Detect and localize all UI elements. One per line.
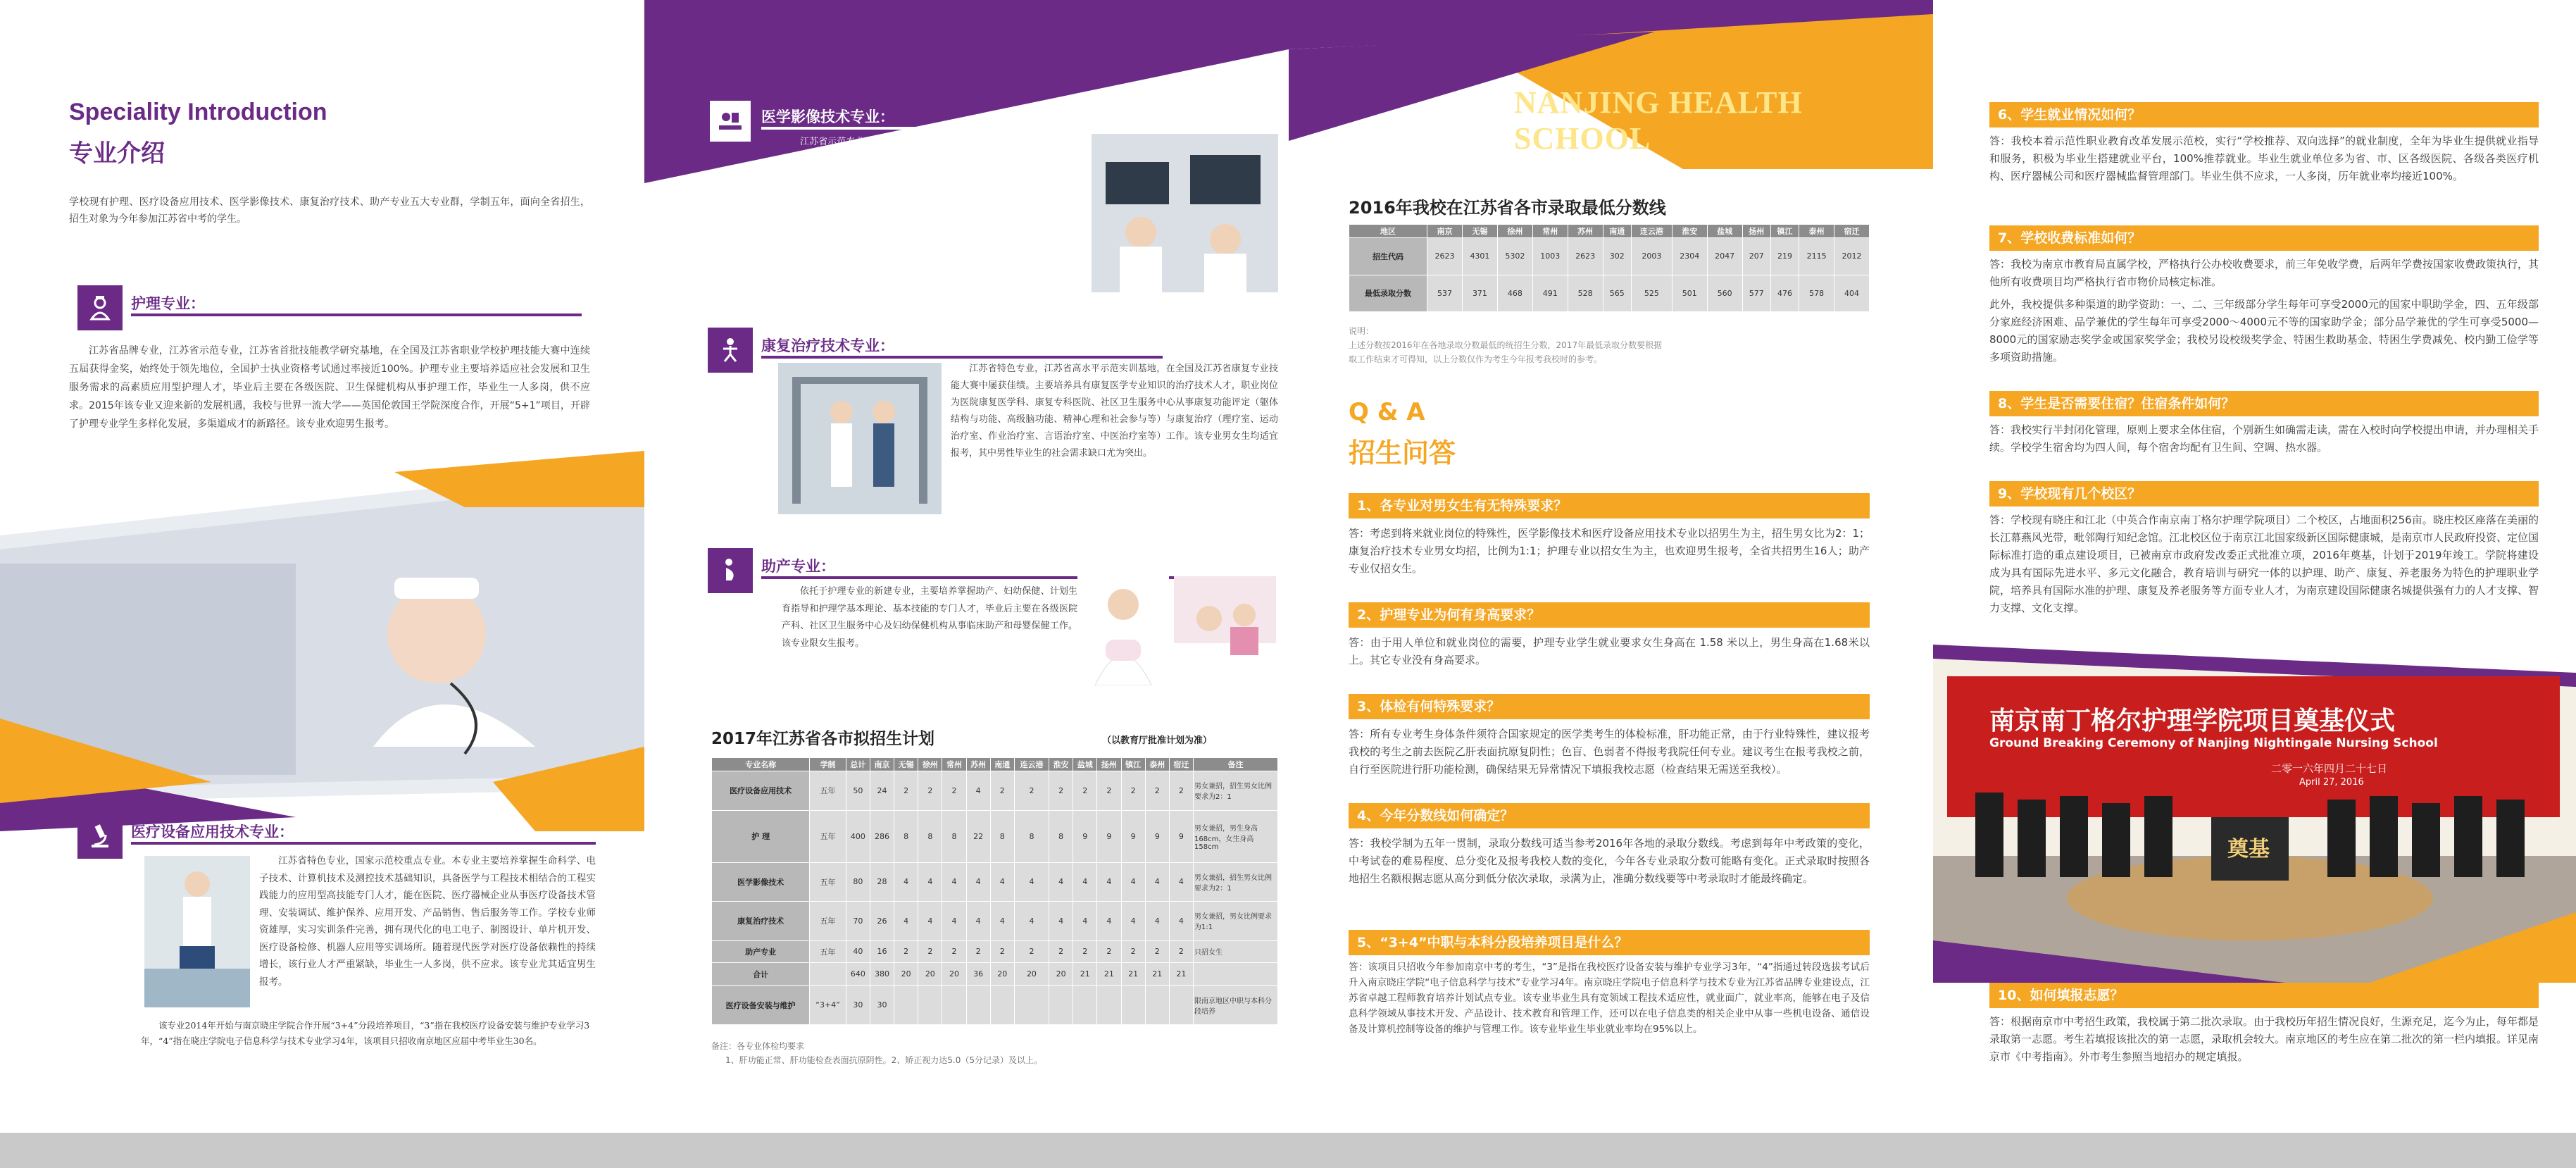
score-cell: 2623 (1427, 238, 1463, 275)
plan-cell: 2 (942, 771, 966, 811)
score-cell: 525 (1631, 275, 1672, 312)
plan-cell: 康复治疗技术 (712, 902, 810, 941)
plan-cell: 男女兼招，招生男女比例要求为2：1 (1194, 771, 1278, 811)
score-cell: 404 (1834, 275, 1870, 312)
plan-header-cell: 淮安 (1049, 758, 1073, 771)
plan-cell (918, 986, 942, 1025)
score-row-label: 招生代码 (1349, 238, 1427, 275)
plan-cell: 男女兼招，男生身高168cm，女生身高158cm (1194, 810, 1278, 862)
score-cell: 2115 (1799, 238, 1834, 275)
score-cell: 528 (1568, 275, 1603, 312)
score-row-min (1349, 275, 1870, 312)
plan-cell: 医疗设备安装与维护 (712, 986, 810, 1025)
q10-heading: 10、如何填报志愿？ (1989, 983, 2539, 1008)
plan-cell: 男女兼招，招生男女比例要求为2：1 (1194, 862, 1278, 902)
plan-cell: 合计 (712, 963, 810, 986)
plan-cell (990, 986, 1014, 1025)
plan-cell: 8 (918, 810, 942, 862)
plan-cell (894, 986, 918, 1025)
plan-cell: 4 (1097, 862, 1121, 902)
plan-cell: 21 (1097, 963, 1121, 986)
equipment-text: 江苏省特色专业，国家示范校重点专业。本专业主要培养掌握生命科学、电子技术、计算机技术及测控技术基础知识，具备医学与工程技术相结合的工程实践能力的应用型高技能专门人才，能在医院、医疗器械企业从事医疗设备技术管理、安装调试、维护保养、应用开发、产品销售、售后服务等工作。学校专业师资雄厚，实习实训条件完善，拥有现代化的电工电子、制图设计、单片机开发、医疗设备检修、机器人应用等实训场所。随着现代医学对医疗设备依赖性的持续增长，该行业人才严重紧缺，毕业生一人多岗，供不应求。该专业尤其适宜男生报考。 (259, 855, 596, 988)
plan-cell: 五年 (810, 940, 846, 963)
plan-header-cell: 扬州 (1097, 758, 1121, 771)
score-cell: 476 (1770, 275, 1799, 312)
plan-row (712, 986, 1278, 1025)
qa-title-en: Q & A (1349, 398, 1425, 426)
score-cell: 501 (1672, 275, 1707, 312)
score-header-cell: 徐州 (1497, 225, 1532, 238)
rehab-photo (778, 363, 942, 514)
score-cell: 302 (1603, 238, 1631, 275)
plan-cell: 8 (894, 810, 918, 862)
school-name: NANJING HEALTH SCHOOL (1514, 85, 1803, 156)
plan-cell: 4 (894, 902, 918, 941)
rehab-icon (708, 328, 753, 373)
equipment-note: 该专业2014年开始与南京晓庄学院合作开展“3+4”分段培养项目，“3”指在我校医疗设备安装与维护专业学习3年，“4”指在晓庄学院电子信息科学与技术专业学习4年，该项目只招收南京地区应届中考毕业生30名。 (141, 1020, 590, 1046)
intro-text: 学校现有护理、医疗设备应用技术、医学影像技术、康复治疗技术、助产专业五大专业群，学制五年，面向全省招生，招生对象为今年参加江苏省中考的学生。 (69, 197, 590, 225)
plan-header-cell: 徐州 (918, 758, 942, 771)
plan-cell: 16 (870, 940, 894, 963)
score-row-code (1349, 238, 1870, 275)
midwifery-heading: 助产专业： (761, 558, 835, 575)
plan-cell: 2 (1145, 771, 1169, 811)
plan-cell: 只招女生 (1194, 940, 1278, 963)
q1-heading: 1、各专业对男女生有无特殊要求？ (1349, 493, 1870, 518)
score-note-3: 取工作结束才可得知，以上分数仅作为考生今年报考我校时的参考。 (1349, 354, 1603, 364)
plan-cell: 40 (846, 940, 870, 963)
divider (131, 842, 596, 845)
plan-cell: 男女兼招，男女比例要求为1:1 (1194, 902, 1278, 941)
plan-cell (1014, 986, 1049, 1025)
plan-cell: 380 (870, 963, 894, 986)
plan-header-cell: 南通 (990, 758, 1014, 771)
plan-cell: 28 (870, 862, 894, 902)
score-header-cell: 淮安 (1672, 225, 1707, 238)
plan-grid (711, 757, 1278, 1025)
q9-heading: 9、学校现有几个校区？ (1989, 481, 2539, 507)
plan-cell: 9 (1145, 810, 1169, 862)
plan-cell: 4 (1073, 862, 1097, 902)
score-cell: 565 (1603, 275, 1631, 312)
plan-cell: 4 (990, 902, 1014, 941)
plan-cell: 医学影像技术 (712, 862, 810, 902)
title-cn: 专业介绍 (69, 139, 165, 168)
panel-qa-continued (1933, 0, 2576, 1133)
plan-cell: 22 (966, 810, 990, 862)
a5-text: 答：该项目只招收今年参加南京中考的考生，“3”是指在我校医疗设备安装与维护专业学习3年，“4”指通过转段选拔考试后升入南京晓庄学院“电子信息科学与技术”专业学习4年。南京晓庄学院电子信息科学与技术专业为江苏省品牌专业建设点，江苏省卓越工程师教育培养计划试点专业。该专业毕业生具有宽领域工程技术适应性，就业面广，就业率高，能够在电子及信息科学领域从事技术开发、产品设计、技术教育和管理工作，还可以在电子信息类的相关企业中从事一些机电设备、通信设备及计算机控制等设备的维护与管理工作。该专业毕业生毕业就业率均在95%以上。 (1349, 962, 1870, 1035)
score-cell: 577 (1742, 275, 1770, 312)
score-cell: 2623 (1568, 238, 1603, 275)
score-cell: 537 (1427, 275, 1463, 312)
plan-cell (1121, 986, 1145, 1025)
score-cell: 4301 (1462, 238, 1497, 275)
plan-cell: 30 (870, 986, 894, 1025)
score-header-cell: 无锡 (1462, 225, 1497, 238)
plan-header-cell: 泰州 (1145, 758, 1169, 771)
plan-cell: 2 (1049, 771, 1073, 811)
plan-cell: 20 (918, 963, 942, 986)
plan-cell: 4 (966, 862, 990, 902)
plan-header-cell: 宿迁 (1169, 758, 1193, 771)
plan-header-cell: 苏州 (966, 758, 990, 771)
plan-cell: 2 (894, 771, 918, 811)
pregnant-icon (708, 548, 753, 593)
rehab-heading: 康复治疗技术专业： (761, 337, 894, 354)
score-header-cell: 南通 (1603, 225, 1631, 238)
plan-cell: 20 (990, 963, 1014, 986)
plan-cell: 4 (918, 902, 942, 941)
score-cell: 2003 (1631, 238, 1672, 275)
imaging-text: 江苏省示范专业，江苏省特色专业，在全国及江苏省医学影像专业技能大赛中屡获佳绩。主要培养具有医学影像技术专业知识的卫生技术人才。职业岗位为医院影像科（放射科、CT室等）从事医学影像的形成与处理工作，影像设备（如X线机、CT装置、磁共振装置等）操作及维护管理工作；医院放疗科从事放射治疗技术工作；医疗器械公司从事医疗设备技术咨询、营销维护等技术工作。该专业尤其适宜男生报考。 (782, 137, 1077, 234)
plan-row (712, 810, 1278, 862)
nurse-photo-banner (0, 451, 644, 831)
plan-cell: 8 (1049, 810, 1073, 862)
a8-text: 答：我校实行半封闭化管理，原则上要求全体住宿，个别新生如确需走读，需在入校时向学校提出申请，并办理相关手续。学校学生宿舍均为四人间，每个宿舍均配有卫生间、空调、热水器。 (1989, 423, 2539, 454)
plan-cell: 4 (1049, 902, 1073, 941)
plan-cell: 4 (966, 902, 990, 941)
score-cell: 2304 (1672, 238, 1707, 275)
plan-cell: 五年 (810, 862, 846, 902)
plan-cell: 4 (894, 862, 918, 902)
title-en: Speciality Introduction (69, 99, 327, 125)
q3-heading: 3、体检有何特殊要求？ (1349, 694, 1870, 719)
score-header-cell: 泰州 (1799, 225, 1834, 238)
plan-header-cell: 专业名称 (712, 758, 810, 771)
plan-body (712, 771, 1278, 1025)
plan-cell: 70 (846, 902, 870, 941)
plan-row (712, 862, 1278, 902)
score-note-1: 说明： (1349, 326, 1375, 336)
ceremony-date-en: April 27, 2016 (2299, 777, 2364, 788)
plan-header-cell: 常州 (942, 758, 966, 771)
score-cell: 560 (1707, 275, 1742, 312)
plan-cell: 4 (942, 902, 966, 941)
score-cell: 2047 (1707, 238, 1742, 275)
plan-cell: 21 (1073, 963, 1097, 986)
divider (761, 356, 1163, 359)
plan-cell: 36 (966, 963, 990, 986)
divider (131, 313, 582, 316)
score-cell: 468 (1497, 275, 1532, 312)
plan-cell: 4 (1121, 902, 1145, 941)
plan-cell: 五年 (810, 810, 846, 862)
plan-header-cell: 南京 (870, 758, 894, 771)
plan-cell: 2 (1121, 940, 1145, 963)
plan-cell: 4 (1121, 862, 1145, 902)
score-header-cell: 扬州 (1742, 225, 1770, 238)
ceremony-title-en: Ground Breaking Ceremony of Nanjing Nightingale Nursing School (1989, 736, 2438, 750)
plan-header-cell: 无锡 (894, 758, 918, 771)
plan-header-cell: 总计 (846, 758, 870, 771)
rehab-text: 江苏省特色专业，江苏省高水平示范实训基地，在全国及江苏省康复专业技能大赛中屡获佳绩。主要培养具有康复医学专业知识的治疗技术人才，职业岗位为医院康复医学科、康复专科医院、社区卫生服务中心从事康复功能评定（躯体结构与功能、高级脑功能、精神心理和社会参与等）与康复治疗（理疗室、运动治疗室、作业治疗室、言语治疗室、中医治疗室等）工作。该专业男女生均适宜报考，其中男性毕业生的社会需求缺口尤为突出。 (951, 364, 1278, 459)
score-header-cell: 常州 (1532, 225, 1568, 238)
score-cell: 219 (1770, 238, 1799, 275)
plan-row (712, 940, 1278, 963)
plan-cell: 21 (1169, 963, 1193, 986)
plan-cell: 4 (1073, 902, 1097, 941)
qa-title-cn: 招生问答 (1349, 437, 1456, 468)
ceremony-date-cn: 二零一六年四月二十七日 (2271, 762, 2388, 775)
plan-cell: 4 (1169, 902, 1193, 941)
plan-cell: 9 (1097, 810, 1121, 862)
plan-cell: 30 (846, 986, 870, 1025)
plan-cell: 护 理 (712, 810, 810, 862)
panel-qa (1289, 0, 1933, 1133)
plan-header-cell: 备注 (1194, 758, 1278, 771)
plan-cell: 4 (1169, 862, 1193, 902)
score-cell: 371 (1462, 275, 1497, 312)
score-header-cell: 地区 (1349, 225, 1427, 238)
plan-cell: 五年 (810, 771, 846, 811)
plan-table (711, 757, 1278, 1025)
plan-cell (1194, 963, 1278, 986)
plan-title: 2017年江苏省各市拟招生计划 (711, 730, 935, 748)
plan-cell: 9 (1169, 810, 1193, 862)
plan-row (712, 771, 1278, 811)
plan-cell: 2 (1169, 940, 1193, 963)
a2-text: 答：由于用人单位和就业岗位的需要，护理专业学生就业要求女生身高在 1.58 米以上，男生身高在1.68米以上。其它专业没有身高要求。 (1349, 636, 1870, 666)
a7-text: 答：我校为南京市教育局直属学校，严格执行公办校收费要求，前三年免收学费，后两年学费按国家收费政策执行，其他所有收费项目均严格执行省市物价局核定标准。 (1989, 258, 2539, 288)
q7-heading: 7、学校收费标准如何？ (1989, 225, 2539, 251)
ceremony-photo (1933, 645, 2576, 983)
plan-cell: 2 (990, 940, 1014, 963)
plan-cell (1049, 986, 1073, 1025)
plan-cell: 80 (846, 862, 870, 902)
plan-cell: 2 (966, 940, 990, 963)
plan-cell: “3+4” (810, 986, 846, 1025)
plan-cell: 2 (1097, 771, 1121, 811)
plan-row (712, 902, 1278, 941)
plan-cell: 4 (942, 862, 966, 902)
plan-cell: 2 (1014, 940, 1049, 963)
foundation-stone-text: 奠基 (2227, 837, 2270, 862)
panel-majors (644, 0, 1289, 1133)
q5-heading: 5、“3+4”中职与本科分段培养项目是什么？ (1349, 930, 1870, 955)
score-header-cell: 南京 (1427, 225, 1463, 238)
a4-text: 答：我校学制为五年一贯制，录取分数线可适当参考2016年各地的录取分数线。考虑到每年中考政策的变化，中考试卷的难易程度、总分变化及报考我校人数的变化，今年各专业录取分数可能略有变化。正式录取时按照各地招生名额根据志愿从高分到低分依次录取，录满为止，准确分数线要等中考录取时才能最终确定。 (1349, 837, 1870, 885)
plan-cell: 2 (918, 771, 942, 811)
score-cell: 491 (1532, 275, 1568, 312)
plan-cell: 4 (1097, 902, 1121, 941)
score-cell: 578 (1799, 275, 1834, 312)
plan-cell: 2 (1049, 940, 1073, 963)
plan-cell: 4 (1049, 862, 1073, 902)
panel-speciality-intro (0, 0, 644, 1133)
plan-header-cell: 镇江 (1121, 758, 1145, 771)
score-cell: 2012 (1834, 238, 1870, 275)
equipment-heading: 医疗设备应用技术专业： (131, 824, 294, 840)
divider (761, 127, 1170, 130)
plan-cell: 4 (990, 862, 1014, 902)
plan-cell: 20 (942, 963, 966, 986)
a7b-text: 此外，我校提供多种渠道的助学资助：一、二、三年级部分学生每年可享受2000元的国家中职助学金，四、五年级部分家庭经济困难、品学兼优的学生每年可享受2000～4000元不等的国家助学金；部分品学兼优的学生可享受5000—8000元的国家励志奖学金或国家奖学金；我校另设校级奖学金、特困生救助基金、特困生学费减免、校内勤工俭学等多项资助措施。 (1989, 298, 2539, 364)
q6-heading: 6、学生就业情况如何？ (1989, 102, 2539, 128)
ceremony-title-cn: 南京南丁格尔护理学院项目奠基仪式 (1989, 707, 2396, 735)
bottom-strip (0, 1133, 2576, 1168)
plan-cell: 2 (1121, 771, 1145, 811)
equipment-photo (144, 856, 250, 1007)
imaging-heading: 医学影像技术专业： (761, 108, 894, 125)
score-header-cell: 宿迁 (1834, 225, 1870, 238)
plan-cell: 2 (894, 940, 918, 963)
plan-cell (1169, 986, 1193, 1025)
plan-cell: 2 (1097, 940, 1121, 963)
plan-cell: 4 (966, 771, 990, 811)
plan-cell: 2 (1145, 940, 1169, 963)
plan-header-cell: 学制 (810, 758, 846, 771)
plan-cell: 400 (846, 810, 870, 862)
plan-row (712, 963, 1278, 986)
midwifery-text: 依托于护理专业的新建专业，主要培养掌握助产、妇幼保健、计划生育指导和护理学基本理论、基本技能的专门人才，毕业后主要在各级医院产科、社区卫生服务中心及妇幼保健机构从事临床助产和母婴保健工作。该专业限女生报考。 (782, 586, 1077, 649)
plan-cell: 24 (870, 771, 894, 811)
a1-text: 答：考虑到将来就业岗位的特殊性，医学影像技术和医疗设备应用技术专业以招男生为主，招生男女比为2：1；康复治疗技术专业男女均招，比例为1:1；护理专业以招女生为主，也欢迎男生报考，全省共招男生16人；助产专业仅招女生。 (1349, 527, 1870, 575)
plan-cell: 4 (918, 862, 942, 902)
plan-cell: 286 (870, 810, 894, 862)
plan-cell: 2 (1169, 771, 1193, 811)
imaging-photo (1092, 134, 1278, 292)
plan-cell: 21 (1145, 963, 1169, 986)
a9-text: 答：学校现有晓庄和江北（中英合作南京南丁格尔护理学院项目）二个校区，占地面积256亩。晓庄校区座落在美丽的长江幕燕风光带，毗邻陶行知纪念馆。江北校区位于南京江北国家级新区国际健康城，是南京市人民政府投资、定位国际标准打造的重点建设项目，已被南京市政府发改委正式批准立项，2016年奠基，计划于2019年竣工。学院将建设成为具有国际先进水平、多元文化融合，教育培训与研究一体的以护理、助产、康复、养老服务为特色的护理职业学院，培养具有国际水准的护理、康复及养老服务等方面专业人才，为南京建设国际健康名城提供强有力的人才支撑、智力支撑、文化支撑。 (1989, 514, 2539, 614)
plan-cell: 20 (1049, 963, 1073, 986)
microscope-icon (77, 814, 123, 859)
plan-cell: 8 (990, 810, 1014, 862)
plan-cell: 640 (846, 963, 870, 986)
a3-text: 答：所有专业考生身体条件须符合国家规定的医学类考生的体检标准，肝功能正常，由于行业特殊性，建议报考我校的考生之前去医院乙肝表面抗原复阴性；色盲、色弱者不得报考我院任何专业。建议考生在报考我校之前，自行至医院进行肝功能检测，确保结果无异常情况下填报我校志愿（检查结果无需送至我校）。 (1349, 728, 1870, 776)
plan-cell: 8 (1014, 810, 1049, 862)
plan-cell (1073, 986, 1097, 1025)
plan-cell (810, 963, 846, 986)
plan-cell: 2 (918, 940, 942, 963)
a10-text: 答：根据南京市中考招生政策，我校属于第二批次录取。由于我校历年招生情况良好，生源充足，迄今为止，每年都是录取第一志愿。考生若填报该批次的第一志愿，录取机会较大。南京地区的考生应在第二批次的第一栏内填报。详见南京市《中考指南》。外市考生参照当地招办的规定填报。 (1989, 1015, 2539, 1063)
plan-footnote-2: 1、肝功能正常、肝功能检查表面抗原阴性。2、矫正视力达5.0（5分记录）及以上。 (725, 1055, 1042, 1065)
score-note-2: 上述分数按2016年在各地录取分数最低的统招生分数，2017年最低录取分数要根据 (1349, 340, 1663, 350)
plan-cell: 50 (846, 771, 870, 811)
score-row-label: 最低录取分数 (1349, 275, 1427, 312)
plan-cell (942, 986, 966, 1025)
plan-cell: 20 (1014, 963, 1049, 986)
plan-cell: 2 (1073, 771, 1097, 811)
equipment-header (77, 814, 599, 856)
plan-cell: 4 (1014, 862, 1049, 902)
plan-cell: 26 (870, 902, 894, 941)
a6-text: 答：我校本着示范性职业教育改革发展示范校，实行“学校推荐、双向选择”的就业制度，全年为毕业生提供就业指导和服务，积极为毕业生搭建就业平台，100%推荐就业。毕业生就业单位多为省、市、区各级医院、各级各类医疗机构、医疗器械公司和医疗器械监督管理部门。毕业生供不应求，一人多岗，历年就业率均接近100%。 (1989, 135, 2539, 182)
score-title: 2016年我校在江苏省各市录取最低分数线 (1349, 198, 1666, 218)
nurse-icon (77, 285, 123, 330)
plan-cell: 2 (1014, 771, 1049, 811)
plan-cell: 4 (1014, 902, 1049, 941)
xray-icon (708, 99, 753, 144)
nursing-header (77, 285, 584, 328)
plan-footnote-1: 备注：各专业体检均要求 (711, 1041, 805, 1051)
score-header-cell: 连云港 (1631, 225, 1672, 238)
plan-cell: 五年 (810, 902, 846, 941)
mother-baby-photo (1174, 576, 1276, 685)
q8-heading: 8、学生是否需要住宿？住宿条件如何？ (1989, 391, 2539, 416)
score-cell: 207 (1742, 238, 1770, 275)
score-table (1349, 224, 1870, 312)
q4-heading: 4、今年分数线如何确定？ (1349, 803, 1870, 828)
plan-cell: 21 (1121, 963, 1145, 986)
score-header-cell: 盐城 (1707, 225, 1742, 238)
score-header-row (1349, 225, 1870, 238)
plan-cell: 4 (1145, 862, 1169, 902)
score-grid (1349, 224, 1870, 312)
score-cell: 1003 (1532, 238, 1568, 275)
plan-cell: 限南京地区中职与本科分段培养 (1194, 986, 1278, 1025)
score-header-cell: 苏州 (1568, 225, 1603, 238)
plan-cell: 4 (1145, 902, 1169, 941)
plan-note: （以教育厅批准计划为准） (1102, 735, 1213, 746)
plan-cell: 8 (942, 810, 966, 862)
plan-cell (1097, 986, 1121, 1025)
plan-cell (1145, 986, 1169, 1025)
plan-cell (966, 986, 990, 1025)
plan-header-cell: 连云港 (1014, 758, 1049, 771)
plan-cell: 2 (942, 940, 966, 963)
midwifery-photo (1077, 576, 1169, 685)
plan-header-row (712, 758, 1278, 771)
plan-header-cell: 盐城 (1073, 758, 1097, 771)
plan-cell: 9 (1121, 810, 1145, 862)
plan-cell: 助产专业 (712, 940, 810, 963)
plan-cell: 9 (1073, 810, 1097, 862)
nursing-heading: 护理专业： (131, 295, 205, 312)
plan-cell: 2 (990, 771, 1014, 811)
plan-cell: 20 (894, 963, 918, 986)
plan-cell: 2 (1073, 940, 1097, 963)
score-header-cell: 镇江 (1770, 225, 1799, 238)
score-cell: 5302 (1497, 238, 1532, 275)
nursing-text: 江苏省品牌专业，江苏省示范专业，江苏省首批技能教学研究基地，在全国及江苏省职业学校护理技能大赛中连续五届获得金奖，始终处于领先地位，全国护士执业资格考试通过率接近100%。护理专业主要培养适应社会发展和卫生服务需求的高素质应用型护理人才，毕业后主要在各级医院、卫生保健机构从事护理工作，毕业生一人多岗，供不应求。2015年该专业又迎来新的发展机遇，我校与世界一流大学——英国伦敦国王学院深度合作，开展“5+1”项目，开辟了护理专业学生多样化发展，多渠道成才的新路径。该专业欢迎男生报考。 (69, 345, 590, 430)
q2-heading: 2、护理专业为何有身高要求？ (1349, 602, 1870, 628)
plan-cell: 医疗设备应用技术 (712, 771, 810, 811)
